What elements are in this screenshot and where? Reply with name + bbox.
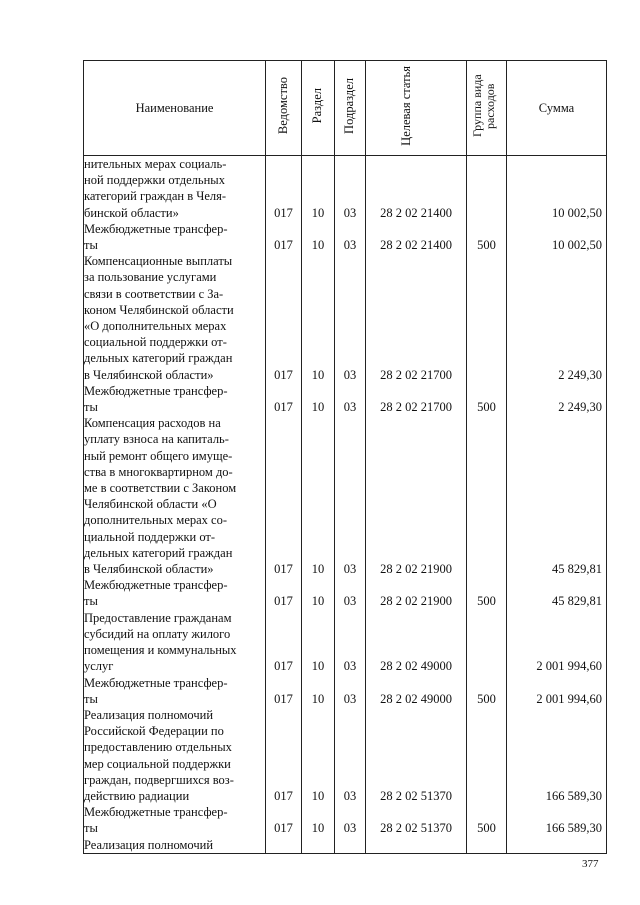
header-target: Целевая статья <box>366 61 467 156</box>
row-name-cell: Межбюджетные трансфер- ты <box>84 383 266 415</box>
row-section-cell: 10 <box>302 253 335 383</box>
table-row <box>84 415 607 577</box>
row-sum-cell: 2 001 994,60 <box>507 675 607 707</box>
row-name-cell: Межбюджетные трансфер- ты <box>84 804 266 836</box>
row-subsection-cell: 03 <box>335 415 366 577</box>
row-target-cell: 28 2 02 51370 <box>366 707 467 804</box>
row-subsection-cell: 03 <box>335 707 366 804</box>
row-section-cell: 10 <box>302 383 335 415</box>
row-subsection-cell: 03 <box>335 577 366 609</box>
row-subsection-cell: 03 <box>335 253 366 383</box>
row-name-cell: Компенсационные выплаты за пользование услугами связи в соответствии с За- коном Челябинской области «О дополнительных мерах социальной поддержки от- дельных категорий граждан в Челябинской области» <box>84 253 266 383</box>
table-row <box>84 383 607 415</box>
row-name-cell: Реализация полномочий <box>84 837 266 854</box>
row-target-cell: 28 2 02 21700 <box>366 383 467 415</box>
row-sum-cell: 2 249,30 <box>507 253 607 383</box>
row-section-cell: 10 <box>302 610 335 675</box>
table-row <box>84 610 607 675</box>
row-group-cell <box>467 253 507 383</box>
row-subsection-cell: 03 <box>335 156 366 221</box>
row-group-cell <box>467 610 507 675</box>
row-sum-cell <box>507 837 607 854</box>
row-sum-cell: 166 589,30 <box>507 804 607 836</box>
row-sum-cell: 45 829,81 <box>507 415 607 577</box>
header-subsection: Подраздел <box>335 61 366 156</box>
row-dept-cell: 017 <box>266 804 302 836</box>
budget-table <box>83 60 607 854</box>
row-sum-cell: 10 002,50 <box>507 221 607 253</box>
row-sum-cell: 2 249,30 <box>507 383 607 415</box>
row-name-cell: Межбюджетные трансфер- ты <box>84 675 266 707</box>
row-group-cell: 500 <box>467 577 507 609</box>
page-number: 377 <box>582 858 599 870</box>
row-group-cell: 500 <box>467 804 507 836</box>
row-section-cell: 10 <box>302 675 335 707</box>
row-subsection-cell: 03 <box>335 610 366 675</box>
row-dept-cell: 017 <box>266 577 302 609</box>
row-dept-cell: 017 <box>266 221 302 253</box>
header-name: Наименование <box>84 61 266 156</box>
row-group-cell: 500 <box>467 383 507 415</box>
row-section-cell: 10 <box>302 577 335 609</box>
row-dept-cell: 017 <box>266 610 302 675</box>
row-dept-cell: 017 <box>266 675 302 707</box>
row-group-cell <box>467 415 507 577</box>
row-section-cell: 10 <box>302 415 335 577</box>
table-row <box>84 577 607 609</box>
header-section: Раздел <box>302 61 335 156</box>
row-target-cell: 28 2 02 21400 <box>366 156 467 221</box>
table-row <box>84 675 607 707</box>
table-row <box>84 221 607 253</box>
row-subsection-cell: 03 <box>335 804 366 836</box>
row-subsection-cell <box>335 837 366 854</box>
header-sum: Сумма <box>507 61 607 156</box>
row-group-cell <box>467 837 507 854</box>
row-dept-cell: 017 <box>266 707 302 804</box>
row-name-cell: Межбюджетные трансфер- ты <box>84 577 266 609</box>
row-group-cell <box>467 156 507 221</box>
row-target-cell: 28 2 02 21900 <box>366 577 467 609</box>
row-target-cell: 28 2 02 21400 <box>366 221 467 253</box>
row-dept-cell: 017 <box>266 383 302 415</box>
table-row <box>84 707 607 804</box>
row-target-cell <box>366 837 467 854</box>
row-name-cell: Предоставление гражданам субсидий на оплату жилого помещения и коммунальных услуг <box>84 610 266 675</box>
row-sum-cell: 2 001 994,60 <box>507 610 607 675</box>
row-target-cell: 28 2 02 49000 <box>366 675 467 707</box>
table-header-row <box>84 61 607 156</box>
row-sum-cell: 45 829,81 <box>507 577 607 609</box>
table-row <box>84 253 607 383</box>
header-expense-group: Группа вида расходов <box>467 61 507 156</box>
row-section-cell: 10 <box>302 804 335 836</box>
table-row <box>84 837 607 854</box>
row-name-cell: Компенсация расходов на уплату взноса на капиталь- ный ремонт общего имуще- ства в многоквартирном до- ме в соответствии с Законом Челябинской области «О дополнительных мерах со- циальной поддержки от- дельных категорий граждан в Челябинской области» <box>84 415 266 577</box>
row-group-cell: 500 <box>467 675 507 707</box>
row-dept-cell <box>266 837 302 854</box>
row-name-cell: нительных мерах социаль- ной поддержки отдельных категорий граждан в Челя- бинской области» <box>84 156 266 221</box>
row-subsection-cell: 03 <box>335 221 366 253</box>
row-group-cell: 500 <box>467 221 507 253</box>
row-target-cell: 28 2 02 49000 <box>366 610 467 675</box>
row-sum-cell: 166 589,30 <box>507 707 607 804</box>
row-name-cell: Межбюджетные трансфер- ты <box>84 221 266 253</box>
row-group-cell <box>467 707 507 804</box>
row-sum-cell: 10 002,50 <box>507 156 607 221</box>
row-subsection-cell: 03 <box>335 675 366 707</box>
row-section-cell: 10 <box>302 221 335 253</box>
row-dept-cell: 017 <box>266 253 302 383</box>
table-row <box>84 156 607 221</box>
row-dept-cell: 017 <box>266 156 302 221</box>
table-row <box>84 804 607 836</box>
row-section-cell <box>302 837 335 854</box>
row-section-cell: 10 <box>302 707 335 804</box>
row-section-cell: 10 <box>302 156 335 221</box>
row-target-cell: 28 2 02 21900 <box>366 415 467 577</box>
row-name-cell: Реализация полномочий Российской Федерации по предоставлению отдельных мер социальной поддержки граждан, подвергшихся воз- действию радиации <box>84 707 266 804</box>
row-target-cell: 28 2 02 51370 <box>366 804 467 836</box>
row-dept-cell: 017 <box>266 415 302 577</box>
row-subsection-cell: 03 <box>335 383 366 415</box>
row-target-cell: 28 2 02 21700 <box>366 253 467 383</box>
header-dept: Ведомство <box>266 61 302 156</box>
